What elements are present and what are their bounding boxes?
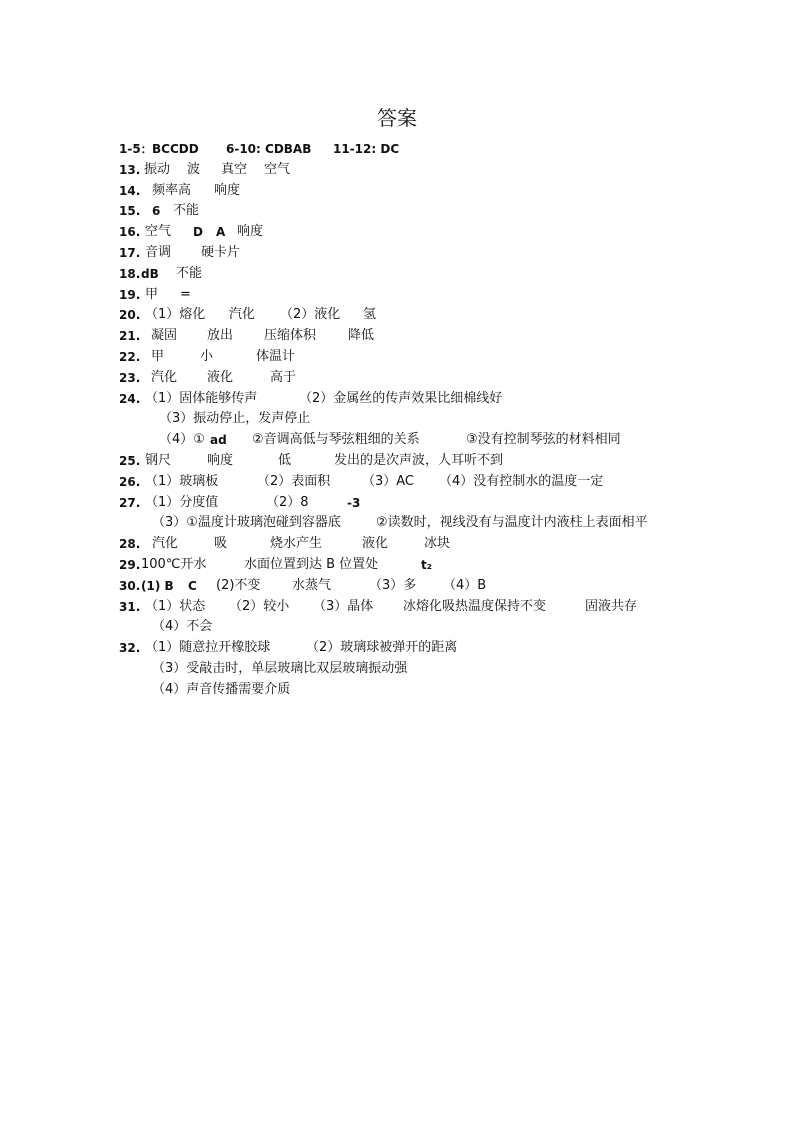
answer-text: （1）状态 bbox=[145, 598, 206, 614]
answer-text: （2）金属丝的传声效果比细棉线好 bbox=[299, 390, 503, 406]
answer-text: 低 bbox=[278, 452, 292, 468]
answer-text: （1）固体能够传声 bbox=[145, 390, 258, 406]
question-number: 21. bbox=[119, 329, 141, 344]
answer-line bbox=[0, 305, 794, 326]
question-number: 14. bbox=[119, 183, 141, 198]
question-number: 18. bbox=[119, 266, 141, 281]
answer-text: 冰块 bbox=[424, 536, 451, 552]
answer-text: -3 bbox=[347, 495, 361, 510]
question-number: 27. bbox=[119, 495, 141, 510]
answer-text: 水蒸气 bbox=[292, 577, 332, 593]
answer-text: 振动 bbox=[144, 161, 171, 177]
answer-line bbox=[0, 451, 794, 472]
answer-text: 甲 bbox=[145, 286, 159, 302]
answer-text: （2）8 bbox=[266, 494, 309, 510]
question-number: 1-5： bbox=[119, 142, 153, 156]
answer-text: 甲 bbox=[151, 348, 165, 364]
answer-line bbox=[0, 638, 794, 659]
answer-line bbox=[0, 201, 794, 222]
answer-text: 氢 bbox=[363, 307, 377, 323]
answer-line bbox=[0, 430, 794, 451]
answer-text: （3）①温度计玻璃泡碰到容器底 bbox=[152, 515, 341, 531]
answer-text: 100℃开水 bbox=[141, 556, 207, 572]
answer-text: （2）较小 bbox=[229, 598, 290, 614]
answer-text: 不能 bbox=[176, 265, 203, 281]
answer-text: 6-10: CDBAB bbox=[226, 142, 312, 156]
answer-text: （4）B bbox=[443, 577, 487, 593]
answer-list bbox=[0, 139, 794, 701]
answer-line bbox=[0, 139, 794, 160]
answer-text: 钢尺 bbox=[145, 452, 172, 468]
answer-text: (1) B bbox=[141, 578, 174, 593]
answer-line bbox=[0, 326, 794, 347]
answer-line bbox=[0, 160, 794, 181]
answer-text: 6 bbox=[152, 204, 161, 219]
answer-text: A bbox=[216, 225, 226, 240]
answer-text: 11-12: DC bbox=[333, 142, 400, 156]
answer-text: ②音调高低与琴弦粗细的关系 bbox=[252, 432, 420, 448]
answer-text: 汽化 bbox=[152, 536, 179, 552]
answer-line bbox=[0, 659, 794, 680]
answer-line bbox=[0, 472, 794, 493]
question-number: 32. bbox=[119, 641, 141, 656]
answer-text: 降低 bbox=[348, 328, 375, 344]
answer-text: 烧水产生 bbox=[270, 536, 323, 552]
answer-text: 体温计 bbox=[256, 348, 296, 364]
answer-text: （4）声音传播需要介质 bbox=[152, 681, 291, 697]
answer-line bbox=[0, 513, 794, 534]
answer-line bbox=[0, 534, 794, 555]
question-number: 22. bbox=[119, 349, 141, 364]
answer-text: （1）玻璃板 bbox=[145, 473, 219, 489]
answer-line bbox=[0, 409, 794, 430]
answer-line bbox=[0, 555, 794, 576]
question-number: 13. bbox=[119, 162, 141, 177]
answer-text: （2）玻璃球被弹开的距离 bbox=[306, 640, 458, 656]
answer-text: 汽化 bbox=[151, 369, 178, 385]
answer-text: 不能 bbox=[173, 203, 200, 219]
answer-line bbox=[0, 264, 794, 285]
question-number: 29. bbox=[119, 557, 141, 572]
answer-text: （1）熔化 bbox=[145, 307, 206, 323]
answer-line bbox=[0, 493, 794, 514]
answer-text: 冰熔化吸热温度保持不变 bbox=[403, 598, 547, 614]
question-number: 30. bbox=[119, 578, 141, 593]
answer-text: C bbox=[188, 578, 197, 593]
answer-text: （4）不会 bbox=[152, 619, 213, 635]
answer-line bbox=[0, 617, 794, 638]
question-number: 28. bbox=[119, 537, 141, 552]
answer-text: 响度 bbox=[237, 224, 264, 240]
answer-text: 高于 bbox=[270, 369, 297, 385]
answer-text: BCCDD bbox=[152, 142, 199, 156]
answer-text: （3）晶体 bbox=[313, 598, 374, 614]
answer-text: （3）受敲击时，单层玻璃比双层玻璃振动强 bbox=[152, 660, 408, 676]
answer-text: dB bbox=[141, 266, 159, 281]
answer-text: 空气 bbox=[264, 161, 291, 177]
question-number: 20. bbox=[119, 308, 141, 323]
answer-text: （2）液化 bbox=[280, 307, 341, 323]
answer-text: 吸 bbox=[214, 536, 228, 552]
answer-text: 压缩体积 bbox=[264, 328, 317, 344]
answer-line bbox=[0, 285, 794, 306]
answer-text: 小 bbox=[200, 348, 214, 364]
answer-line bbox=[0, 368, 794, 389]
question-number: 19. bbox=[119, 287, 141, 302]
answer-line bbox=[0, 222, 794, 243]
answer-text: 汽化 bbox=[229, 307, 256, 323]
question-number: 17. bbox=[119, 245, 141, 260]
answer-text: （4）没有控制水的温度一定 bbox=[439, 473, 604, 489]
question-number: 25. bbox=[119, 453, 141, 468]
answer-text: 发出的是次声波，人耳听不到 bbox=[334, 452, 504, 468]
page-title: 答案 bbox=[377, 106, 417, 130]
answer-line bbox=[0, 680, 794, 701]
question-number: 23. bbox=[119, 370, 141, 385]
answer-line bbox=[0, 181, 794, 202]
answer-text: （1）分度值 bbox=[145, 494, 219, 510]
answer-text: t₂ bbox=[421, 557, 432, 572]
question-number: 31. bbox=[119, 599, 141, 614]
answer-text: （3）多 bbox=[369, 577, 417, 593]
answer-line bbox=[0, 347, 794, 368]
answer-text: （1）随意拉开橡胶球 bbox=[145, 640, 271, 656]
question-number: 15. bbox=[119, 204, 141, 219]
answer-text: 硬卡片 bbox=[201, 244, 241, 260]
answer-line bbox=[0, 597, 794, 618]
answer-line bbox=[0, 576, 794, 597]
answer-text: ad bbox=[210, 433, 227, 448]
answer-text: (2)不变 bbox=[216, 577, 261, 593]
answer-text: = bbox=[180, 286, 191, 302]
answer-text: ②读数时，视线没有与温度计内液柱上表面相平 bbox=[376, 515, 648, 531]
answer-text: 液化 bbox=[207, 369, 234, 385]
answer-text: 音调 bbox=[145, 244, 172, 260]
answer-text: 液化 bbox=[362, 536, 389, 552]
question-number: 26. bbox=[119, 474, 141, 489]
answer-text: D bbox=[193, 225, 203, 240]
answer-text: ③没有控制琴弦的材料相同 bbox=[466, 432, 621, 448]
answer-line bbox=[0, 243, 794, 264]
answer-text: 频率高 bbox=[152, 182, 192, 198]
answer-text: （3）振动停止，发声停止 bbox=[159, 411, 311, 427]
answer-text: 响度 bbox=[214, 182, 241, 198]
answer-text: 响度 bbox=[207, 452, 234, 468]
answer-text: 固液共存 bbox=[585, 598, 638, 614]
answer-text: （2）表面积 bbox=[257, 473, 331, 489]
answer-text: 波 bbox=[187, 161, 201, 177]
answer-text: 水面位置到达 B 位置处 bbox=[244, 556, 379, 572]
answer-line bbox=[0, 389, 794, 410]
question-number: 24. bbox=[119, 391, 141, 406]
question-number: 16. bbox=[119, 225, 141, 240]
answer-text: 真空 bbox=[221, 161, 248, 177]
answer-text: 放出 bbox=[207, 328, 234, 344]
answer-text: 凝固 bbox=[151, 328, 178, 344]
answer-text: 空气 bbox=[145, 224, 172, 240]
answer-text: （4）① bbox=[159, 432, 205, 448]
answer-text: （3）AC bbox=[362, 473, 415, 489]
